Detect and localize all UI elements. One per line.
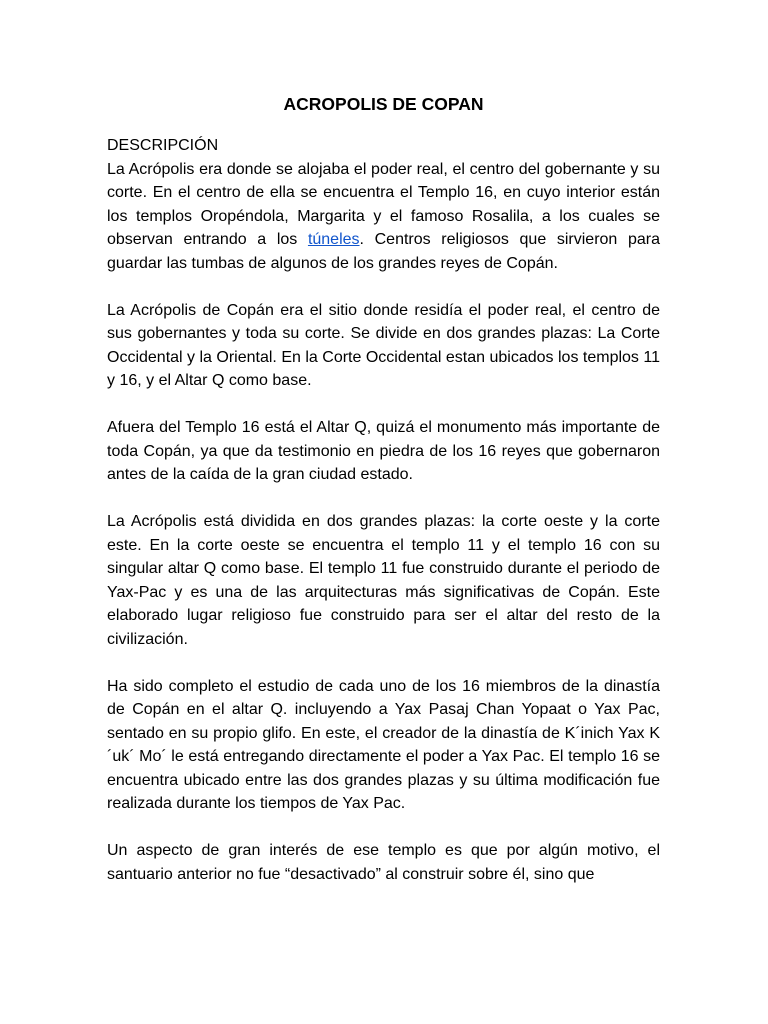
tuneles-link[interactable]: túneles bbox=[307, 231, 360, 248]
paragraph-2: La Acrópolis de Copán era el sitio donde residía el poder real, el centro de sus gobernantes y toda su corte. Se divide en dos grandes plazas: La Corte Occidental y la Oriental. En la Corte Occidental estan ubicados los templos 11 y 16, y el Altar Q como base. bbox=[107, 301, 660, 389]
paragraph-3: Afuera del Templo 16 está el Altar Q, quizá el monumento más importante de toda Copán, ya que da testimonio en piedra de los 16 reyes que gobernaron antes de la caída de la gran ciudad estado. bbox=[107, 419, 660, 483]
paragraph-6: Un aspecto de gran interés de ese templo es que por algún motivo, el santuario anterior no fue “desactivado” al construir sobre él, sino que bbox=[107, 842, 660, 883]
paragraph-5: Ha sido completo el estudio de cada uno de los 16 miembros de la dinastía de Copán en el altar Q. incluyendo a Yax Pasaj Chan Yopaat o Yax Pac, sentado en su propio glifo. En este, el creador de la dinastía de K´inich Yax K´uk´ Mo´ le está entregando directamente el poder a Yax Pac. El templo 16 se encuentra ubicado entre las dos grandes plazas y su última modificación fue realizada durante los tiempos de Yax Pac. bbox=[107, 677, 660, 812]
paragraph-1-text-end: . Centros religiosos que sirvieron para guardar las tumbas de algunos de los grandes reyes de Copán. bbox=[107, 231, 660, 272]
paragraph-4: La Acrópolis está dividida en dos grandes plazas: la corte oeste y la corte este. En la corte oeste se encuentra el templo 11 y el templo 16 con su singular altar Q como base. El templo 11 fue construido durante el periodo de Yax-Pac y es una de las arquitecturas más significativas de Copán. Este elaborado lugar religioso fue construido para ser el altar del resto de la civilización. bbox=[107, 513, 660, 648]
paragraph-1 bbox=[107, 158, 660, 276]
paragraph-1-text-start: La Acrópolis era donde se alojaba el poder real, el centro del gobernante y su corte. En el centro de ella se encuentra el Templo 16, en cuyo interior están los templos Oropéndola, Margarita y el famoso Rosalila, a los cuales se observan entrando a los bbox=[107, 160, 660, 248]
document-title: ACROPOLIS DE COPAN bbox=[283, 94, 484, 114]
document-page bbox=[107, 92, 660, 910]
section-label: DESCRIPCIÓN bbox=[107, 137, 219, 154]
